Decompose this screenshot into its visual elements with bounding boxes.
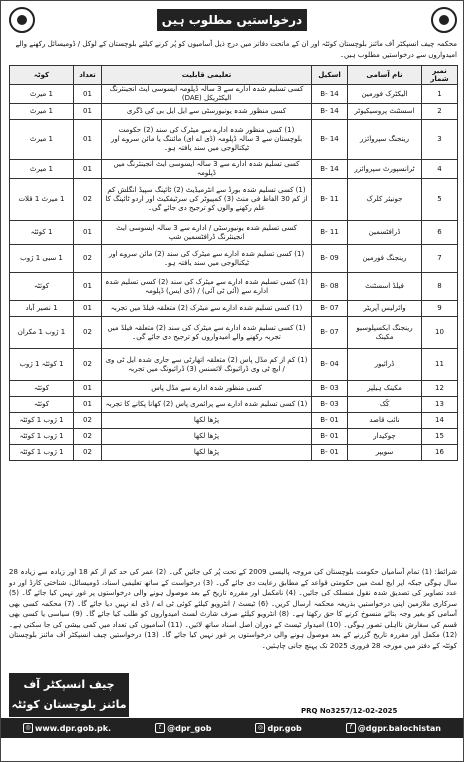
cell-post: رینجنگ سپروائزر (348, 120, 422, 160)
signature-block (9, 673, 129, 717)
table-row (10, 245, 458, 273)
cell-quota: 1 ژوب 1 مکران (10, 317, 74, 349)
twitter-icon: t (155, 723, 165, 733)
cell-no: 4 (422, 160, 458, 179)
cell-quota: 1 میرٹ (10, 85, 74, 104)
cell-post: کُک (348, 397, 422, 413)
cell-quota: کوئٹہ (10, 381, 74, 397)
cell-count: 02 (74, 245, 102, 273)
table-row (10, 301, 458, 317)
cell-quota: 1 میرٹ 1 قلات (10, 179, 74, 221)
cell-count: 01 (74, 160, 102, 179)
cell-count: 01 (74, 381, 102, 397)
cell-count: 01 (74, 221, 102, 245)
cell-count: 02 (74, 445, 102, 461)
prq-number: PRQ No3257/12-02-2025 (301, 707, 398, 715)
cell-qual: کسی تسلیم شدہ یونیورسٹی / ادارے سے 3 سالہ ایسوسی ایٹ انجینئرنگ ڈرافٹسمین شپ (102, 221, 312, 245)
cell-post: ڈرائیور (348, 349, 422, 381)
globe-icon: ◎ (255, 723, 265, 733)
cell-count: 01 (74, 120, 102, 160)
cell-no: 15 (422, 429, 458, 445)
footer-twitter[interactable]: t @dpr_gob (155, 723, 211, 733)
intro-text: محکمہ چیف انسپکٹر آف مائنز بلوچستان کوئٹہ اور ان کے ماتحت دفاتر میں درج ذیل آسامیوں کو پُر کرنے کیلئے بلوچستان کے لوکل / ڈومیسائل رکھنے والے امیدواروں سے درخواستیں مطلوب ہیں۔ (15, 40, 457, 59)
column-header: نمبر شمار (422, 66, 458, 85)
cell-no: 14 (422, 413, 458, 429)
cell-no: 16 (422, 445, 458, 461)
page-title: درخواستیں مطلوب ہیں (157, 9, 307, 31)
vacancy-table (9, 65, 458, 461)
signature-line: مائنز بلوچستان کوئٹہ (11, 698, 127, 711)
cell-count: 01 (74, 397, 102, 413)
cell-count: 01 (74, 85, 102, 104)
emblem-logo (9, 7, 35, 33)
cell-post: وائرلیس آپریٹر (348, 301, 422, 317)
cell-post: سویپر (348, 445, 422, 461)
table-row (10, 317, 458, 349)
cell-no: 2 (422, 104, 458, 120)
footer-web[interactable]: ◎ www.dpr.gob.pk. (23, 723, 111, 733)
column-header: نام آسامی (348, 66, 422, 85)
cell-no: 7 (422, 245, 458, 273)
table-header-row (10, 66, 458, 85)
cell-scale: B- 14 (312, 160, 348, 179)
cell-scale: B- 14 (312, 120, 348, 160)
cell-count: 02 (74, 413, 102, 429)
cell-scale: B- 03 (312, 397, 348, 413)
table-row (10, 273, 458, 301)
table-row (10, 445, 458, 461)
cell-no: 6 (422, 221, 458, 245)
cell-post: اسسٹنٹ پروسیکیوٹر (348, 104, 422, 120)
footer-facebook[interactable]: f @dgpr.balochistan (346, 723, 441, 733)
cell-scale: B- 01 (312, 429, 348, 445)
cell-post: ڈرافٹسمین (348, 221, 422, 245)
cell-post: ٹرانسپورٹ سپروائزر (348, 160, 422, 179)
cell-post: رینجنگ ایکسپلوسیو مکینک (348, 317, 422, 349)
cell-qual: (1) کسی تسلیم شدہ بورڈ سے انٹرمیڈیٹ (2) ٹائپنگ سپیڈ انگلش کم از کم 30 الفاظ فی منٹ (3) کمپیوٹر کی سرٹیفکیٹ اور اردو ٹائپنگ کا علم رکھنے والوں کو ترجیح دی جائے گی۔ (102, 179, 312, 221)
cell-quota: 1 میرٹ (10, 160, 74, 179)
cell-scale: B- 07 (312, 301, 348, 317)
cell-quota: 1 ژوب 1 کوئٹہ (10, 413, 74, 429)
table-row (10, 397, 458, 413)
table-row (10, 85, 458, 104)
footer-bar (1, 718, 463, 738)
facebook-icon: f (346, 723, 356, 733)
table-row (10, 381, 458, 397)
cell-qual: کسی منظور شدہ ادارے سے مڈل پاس (102, 381, 312, 397)
cell-count: 02 (74, 179, 102, 221)
cell-quota: کوئٹہ (10, 273, 74, 301)
cell-no: 5 (422, 179, 458, 221)
cell-scale: B- 07 (312, 317, 348, 349)
cell-scale: B- 09 (312, 245, 348, 273)
cell-no: 13 (422, 397, 458, 413)
cell-post: مکینک ہیلپر (348, 381, 422, 397)
signature-line: چیف انسپکٹر آف (23, 678, 115, 691)
column-header: تعلیمی قابلیت (102, 66, 312, 85)
cell-count: 01 (74, 301, 102, 317)
table-row (10, 349, 458, 381)
cell-qual: (1) کسی تسلیم شدہ ادارے سے میٹرک کی سند (2) متعلقہ فیلڈ میں تجربہ رکھنے والے امیدواروں کو ترجیح دی جائے گی۔ (102, 317, 312, 349)
cell-count: 01 (74, 104, 102, 120)
cell-no: 9 (422, 301, 458, 317)
cell-quota: کوئٹہ (10, 397, 74, 413)
cell-count: 01 (74, 273, 102, 301)
table-row (10, 179, 458, 221)
column-header: کوٹہ (10, 66, 74, 85)
table-row (10, 413, 458, 429)
cell-no: 8 (422, 273, 458, 301)
cell-post: جونیئر کلرک (348, 179, 422, 221)
cell-no: 10 (422, 317, 458, 349)
cell-post: الیکٹرک فورمین (348, 85, 422, 104)
cell-qual: (1) کسی منظور شدہ ادارے سے میٹرک کی سند (2) حکومت بلوچستان سے 3 سالہ ڈپلومہ (ڈی اے ای) مائننگ یا مائن سروے اور ٹیکنالوجی میں سند یافتہ ہو۔ (102, 120, 312, 160)
cell-post: نائب قاصد (348, 413, 422, 429)
cell-scale: B- 14 (312, 85, 348, 104)
cell-qual: پڑھا لکھا (102, 429, 312, 445)
cell-count: 02 (74, 429, 102, 445)
cell-post: چوکیدار (348, 429, 422, 445)
table-row (10, 160, 458, 179)
table-row (10, 120, 458, 160)
emblem-logo (431, 7, 457, 33)
cell-no: 3 (422, 120, 458, 160)
cell-quota: 1 میرٹ (10, 104, 74, 120)
cell-qual: (1) کسی تسلیم شدہ ادارے سے پرائمری پاس (2) کھانا پکانے کا تجربہ (102, 397, 312, 413)
cell-no: 11 (422, 349, 458, 381)
cell-quota: 1 سبی 1 ژوب (10, 245, 74, 273)
cell-no: 12 (422, 381, 458, 397)
cell-qual: پڑھا لکھا (102, 413, 312, 429)
cell-scale: B- 03 (312, 381, 348, 397)
cell-quota: 1 میرٹ (10, 120, 74, 160)
table-row (10, 221, 458, 245)
cell-qual: کسی تسلیم شدہ ادارے سے 3 سالہ ایسوسی ایٹ انجینئرنگ میں ڈپلومہ (102, 160, 312, 179)
cell-quota: 1 کوئٹہ 1 ژوب (10, 349, 74, 381)
cell-scale: B- 01 (312, 413, 348, 429)
cell-scale: B- 01 (312, 445, 348, 461)
cell-count: 02 (74, 349, 102, 381)
cell-scale: B- 14 (312, 104, 348, 120)
cell-quota: 1 ژوب 1 کوئٹہ (10, 429, 74, 445)
terms-conditions: شرائط: (1) تمام آسامیاں حکومت بلوچستان کی مروجہ پالیسی 2009 کے تحت پُر کی جائیں گی۔ (2) عمر کی حد کم از کم 18 اور زیادہ سے زیادہ 28 سال ہوگی جبکہ اپر ایج لمٹ میں حکومتی قواعد کے مطابق رعایت دی جائے گی۔ (3) درخواست کے ساتھ تعلیمی اسناد، ڈومیسائل، شناختی کارڈ اور دو عدد تصاویر کی تصدیق شدہ نقول منسلک کی جائیں۔ (4) نامکمل اور مقررہ تاریخ کے بعد موصول ہونے والی درخواستوں پر غور نہیں کیا جائے گا۔ (5) سرکاری ملازمین اپنی درخواستیں بذریعہ محکمہ ارسال کریں۔ (6) ٹیسٹ / انٹرویو کیلئے کوئی ٹی اے / ڈی اے نہیں دیا جائے گا۔ (7) محکمہ کسی بھی آسامی کو بغیر وجہ بتائے منسوخ کرنے کا حق رکھتا ہے۔ (8) انٹرویو کیلئے صرف شارٹ لسٹ امیدواروں کو طلب کیا جائے گا۔ (9) سیاسی یا کسی بھی قسم کی سفارش نااہلی تصور ہوگی۔ (10) امیدوار ٹیسٹ کے دوران اصل اسناد ساتھ لائیں۔ (11) آسامیوں کی تعداد میں کمی بیشی کی جا سکتی ہے۔ (12) مکمل اور مقررہ تاریخ گزرنے کے بعد موصول ہونے والی درخواستوں پر غور نہیں کیا جائے گا۔ (13) درخواستیں چیف انسپکٹر آف مائنز بلوچستان کوئٹہ کے دفتر میں مورخہ 28 فروری 2025 تک پہنچ جانی چاہئیں۔ (9, 568, 458, 650)
cell-quota: 1 نصیر آباد (10, 301, 74, 317)
cell-no: 1 (422, 85, 458, 104)
cell-count: 02 (74, 317, 102, 349)
cell-qual: (1) کسی تسلیم شدہ ادارے سے میٹرک (2) متعلقہ فیلڈ میں تجربہ (102, 301, 312, 317)
cell-qual: کسی منظور شدہ یونیورسٹی سے ایل ایل بی کی ڈگری (102, 104, 312, 120)
cell-scale: B- 08 (312, 273, 348, 301)
table-row (10, 429, 458, 445)
header (7, 7, 459, 37)
cell-scale: B- 04 (312, 349, 348, 381)
globe-icon: ◎ (23, 723, 33, 733)
cell-qual: پڑھا لکھا (102, 445, 312, 461)
cell-post: رینجنگ فورمین (348, 245, 422, 273)
column-header: تعداد (74, 66, 102, 85)
table-row (10, 104, 458, 120)
cell-qual: کسی تسلیم شدہ ادارے سے 3 سالہ ڈپلومہ ایسوسی ایٹ انجینئرنگ الیکٹریکل (DAE) (102, 85, 312, 104)
cell-scale: B- 11 (312, 221, 348, 245)
cell-quota: 1 کوئٹہ (10, 221, 74, 245)
cell-post: فیلڈ اسسٹنٹ (348, 273, 422, 301)
cell-qual: (1) کسی تسلیم شدہ ادارے سے میٹرک کی سند (2) مائن سروے اور ٹیکنالوجی میں سند یافتہ ہو۔ (102, 245, 312, 273)
footer-web2[interactable]: ◎ dpr.gob (255, 723, 301, 733)
cell-qual: (1) کم از کم مڈل پاس (2) متعلقہ اتھارٹی سے جاری شدہ ایل ٹی وی / ایچ ٹی وی ڈرائیونگ لائسنس (3) ڈرائیونگ میں تجربہ (102, 349, 312, 381)
cell-quota: 1 ژوب 1 کوئٹہ (10, 445, 74, 461)
cell-qual: (1) کسی تسلیم شدہ ادارے سے میٹرک کی سند (2) کسی تسلیم شدہ ادارے سے (آئی ٹی آئی) / (ڈی ایس) ڈپلومہ (102, 273, 312, 301)
cell-scale: B- 11 (312, 179, 348, 221)
column-header: اسکیل (312, 66, 348, 85)
